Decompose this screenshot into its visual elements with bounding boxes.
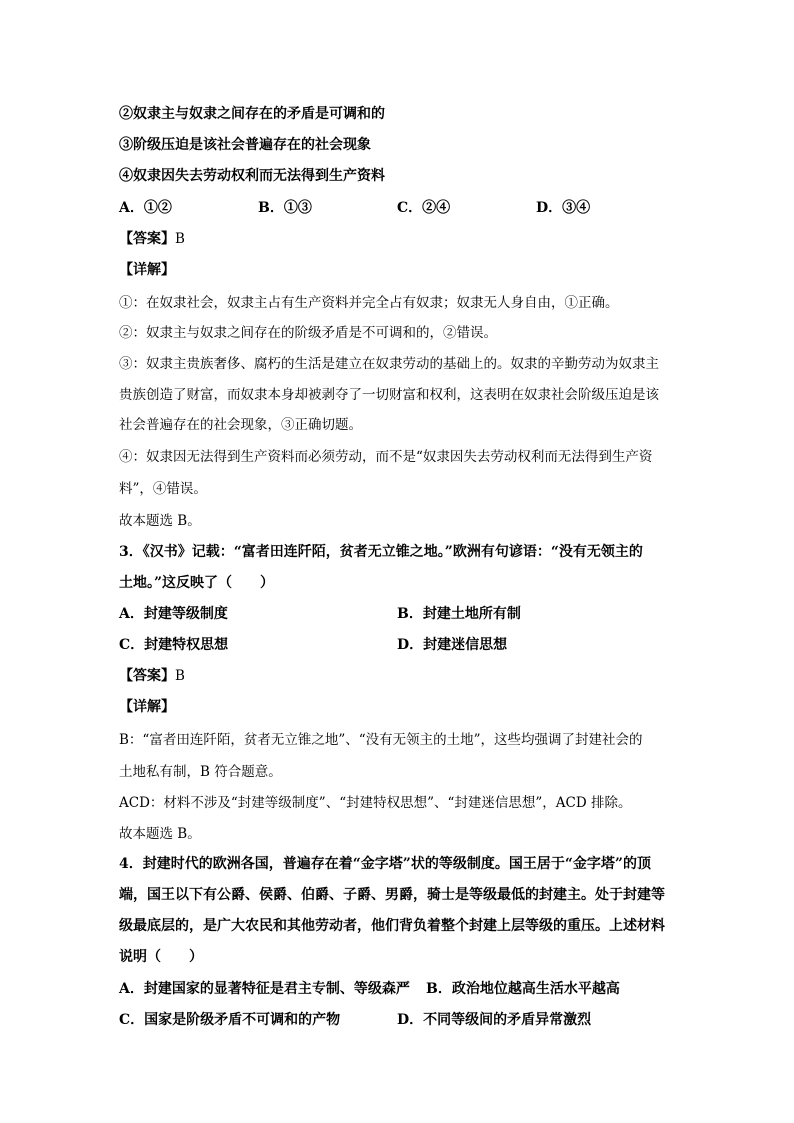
q2-option-d: D．③④	[536, 200, 591, 216]
q3-explain-line: B：“富者田连阡陌，贫者无立锥之地”、“没有无领主的土地”，这些均强调了封建社会的	[119, 732, 643, 748]
q2-explain-line: 料”，④错误。	[119, 481, 207, 497]
q4-stem-line: 4．封建时代的欧洲各国，普遍存在着“金字塔”状的等级制度。国王居于“金字塔”的顶	[119, 856, 651, 872]
q2-option-b: B．①③	[258, 200, 312, 216]
q2-option-c: C．②④	[397, 200, 451, 216]
q3-stem-line: 3．《汉书》记载：“富者田连阡陌，贫者无立锥之地。”欧洲有句谚语：“没有无领主的	[119, 544, 643, 560]
q4-option-d: D．不同等级间的矛盾异常激烈	[397, 1012, 592, 1028]
q3-explain-tag: 【详解】	[119, 699, 175, 715]
q4-stem-line: 端，国王以下有公爵、侯爵、伯爵、子爵、男爵，骑士是等级最低的封建主。处于封建等	[119, 887, 665, 903]
answer-tag: 【答案】	[119, 668, 175, 684]
answer-tag: 【答案】	[119, 231, 175, 247]
q3-option-a: A．封建等级制度	[119, 606, 228, 622]
q4-option-b: B．政治地位越高生活水平越高	[426, 981, 620, 997]
q2-explain-line: ④：奴隶因无法得到生产资料而必须劳动，而不是“奴隶因失去劳动权利而无法得到生产资	[119, 449, 653, 465]
q3-answer	[119, 665, 185, 685]
q3-stem-line: 土地。”这反映了（ ）	[119, 575, 275, 591]
q3-explain-line: 故本题选 B。	[119, 826, 201, 842]
q2-option-a: A．①②	[119, 200, 172, 216]
q4-option-c: C．国家是阶级矛盾不可调和的产物	[119, 1012, 341, 1028]
q2-explain-tag: 【详解】	[119, 262, 175, 278]
q3-explain-line: ACD：材料不涉及“封建等级制度”、“封建特权思想”、“封建迷信思想”，ACD 排除。	[119, 795, 632, 811]
q2-item-3: ③阶级压迫是该社会普遍存在的社会现象	[119, 137, 371, 153]
q3-option-d: D．封建迷信思想	[397, 637, 508, 653]
q2-explain-line: 贵族创造了财富，而奴隶本身却被剥夺了一切财富和权利，这表明在奴隶社会阶级压迫是该	[119, 387, 659, 403]
q2-explain-line: ③：奴隶主贵族奢侈、腐朽的生活是建立在奴隶劳动的基础上的。奴隶的辛勤劳动为奴隶主	[119, 356, 659, 372]
q2-item-4: ④奴隶因失去劳动权利而无法得到生产资料	[119, 168, 385, 184]
answer-value: B	[175, 668, 185, 684]
q2-explain-line: ②：奴隶主与奴隶之间存在的阶级矛盾是不可调和的，②错误。	[119, 325, 497, 341]
q2-explain-line: 社会普遍存在的社会现象，③正确切题。	[119, 417, 362, 433]
q2-explain-line: 故本题选 B。	[119, 513, 201, 529]
q4-option-a: A．封建国家的显著特征是君主专制、等级森严	[119, 981, 410, 997]
q3-option-c: C．封建特权思想	[119, 637, 229, 653]
q2-answer	[119, 228, 185, 248]
q3-explain-line: 土地私有制，B 符合题意。	[119, 764, 282, 780]
q2-explain-line: ①：在奴隶社会，奴隶主占有生产资料并完全占有奴隶；奴隶无人身自由，①正确。	[119, 295, 619, 311]
q2-item-2: ②奴隶主与奴隶之间存在的矛盾是可调和的	[119, 106, 385, 122]
q4-stem-line: 说明（ ）	[119, 949, 203, 965]
q3-option-b: B．封建土地所有制	[397, 606, 521, 622]
answer-value: B	[175, 231, 185, 247]
q4-stem-line: 级最底层的，是广大农民和其他劳动者，他们背负着整个封建上层等级的重压。上述材料	[119, 918, 665, 934]
